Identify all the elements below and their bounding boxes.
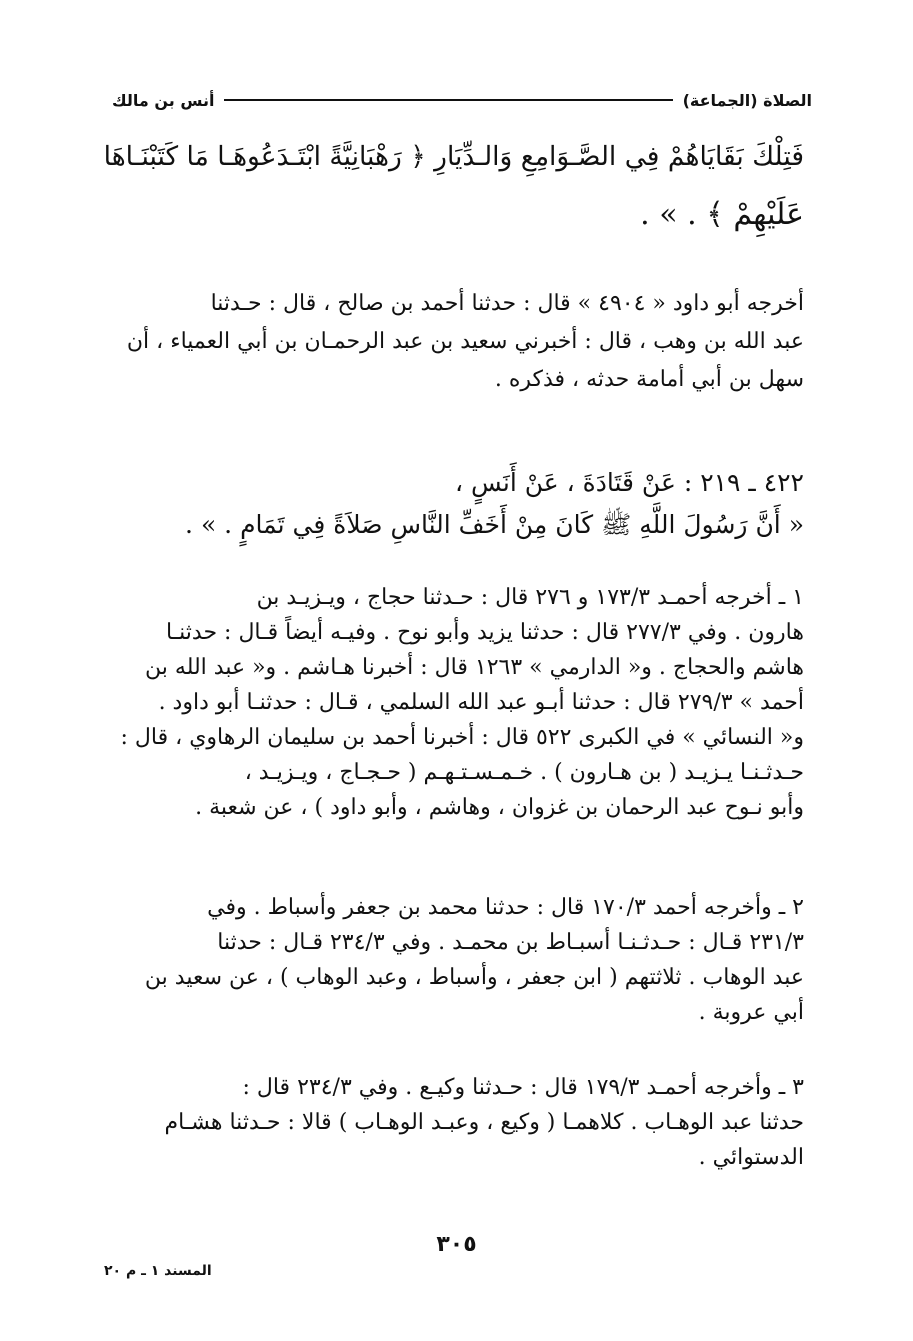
text-line: عبد الله بن وهب ، قال : أخبرني سعيد بن عبد الرحمـان بن أبي العمياء ، أن (126, 329, 804, 354)
verse-line: عَلَيْهِمْ ﴾ . » . (640, 197, 804, 232)
takhrij-intro-paragraph (104, 285, 804, 399)
hadith-block (104, 462, 804, 546)
text-line: هاشم والحجاج . و« الدارمي » ١٢٦٣ قال : أخبرنا هـاشم . و« عبد الله بن (145, 655, 804, 680)
text-line: حـدثـنـا يـزيـد ( بن هـارون ) . خـمـسـتـهـم ( حـجـاج ، ويـزيـد ، (244, 760, 804, 785)
takhrij-paragraph-3 (104, 1070, 804, 1175)
text-line: حدثنا عبد الوهـاب . كلاهمـا ( وكيع ، وعبـد الوهـاب ) قالا : حـدثنا هشـام (164, 1110, 804, 1135)
header-rule (224, 99, 672, 101)
page-number: ٣٠٥ (436, 1232, 477, 1257)
hadith-text: « أَنَّ رَسُولَ اللَّهِ ﷺ كَانَ مِنْ أَخَفِّ النَّاسِ صَلاَةً فِي تَمَامٍ . » . (185, 510, 804, 539)
quran-verse-block (104, 128, 804, 244)
chapter-title: الصلاة (الجماعة) (682, 90, 812, 110)
text-line: و« النسائي » في الكبرى ٥٢٢ قال : أخبرنا أحمد بن سليمان الرهاوي ، قال : (120, 725, 804, 750)
verse-line: فَتِلْكَ بَقَايَاهُمْ فِي الصَّـوَامِعِ وَالـدِّيَارِ ﴿ رَهْبَانِيَّةً ابْتَـدَعُوهَـا مَا كَتَبْنَـاهَا (103, 141, 804, 172)
takhrij-paragraph-2 (104, 890, 804, 1030)
text-line: أخرجه أبو داود « ٤٩٠٤ » قال : حدثنا أحمد بن صالح ، قال : حـدثنا (210, 291, 804, 316)
text-line: أحمد » ٢٧٩/٣ قال : حدثنا أبـو عبد الله السلمي ، قـال : حدثنـا أبو داود . (158, 690, 804, 715)
narrator-title: أنس بن مالك (112, 90, 215, 110)
text-line: سهل بن أبي أمامة حدثه ، فذكره . (494, 367, 804, 392)
text-line: ٢ ـ وأخرجه أحمد ١٧٠/٣ قال : حدثنا محمد بن جعفر وأسباط . وفي (207, 895, 804, 920)
text-line: الدستوائي . (698, 1145, 804, 1170)
text-line: ٣ ـ وأخرجه أحمـد ١٧٩/٣ قال : حـدثنا وكيـع . وفي ٢٣٤/٣ قال : (242, 1075, 804, 1100)
text-line: أبي عروبة . (698, 1000, 804, 1025)
takhrij-paragraph-1 (104, 580, 804, 825)
text-line: هارون . وفي ٢٧٧/٣ قال : حدثنا يزيد وأبو نوح . وفيـه أيضاً قـال : حدثنـا (165, 620, 804, 645)
text-line: وأبو نـوح عبد الرحمان بن غزوان ، وهاشم ، وأبو داود ) ، عن شعبة . (195, 795, 804, 820)
text-line: ٢٣١/٣ قـال : حـدثـنـا أسبـاط بن محمـد . وفي ٢٣٤/٣ قـال : حدثنا (217, 930, 804, 955)
running-header (112, 88, 812, 112)
text-line: عبد الوهاب . ثلاثتهم ( ابن جعفر ، وأسباط ، وعبد الوهاب ) ، عن سعيد بن (144, 965, 804, 990)
signature-mark: المسند ١ ـ م ٢٠ (104, 1263, 212, 1279)
text-line: ١ ـ أخرجه أحمـد ١٧٣/٣ و ٢٧٦ قال : حـدثنا حجاج ، ويـزيـد بن (256, 585, 804, 610)
hadith-heading: ٤٢٢ ـ ٢١٩ : عَنْ قَتَادَةَ ، عَنْ أَنَسٍ ، (454, 468, 804, 497)
